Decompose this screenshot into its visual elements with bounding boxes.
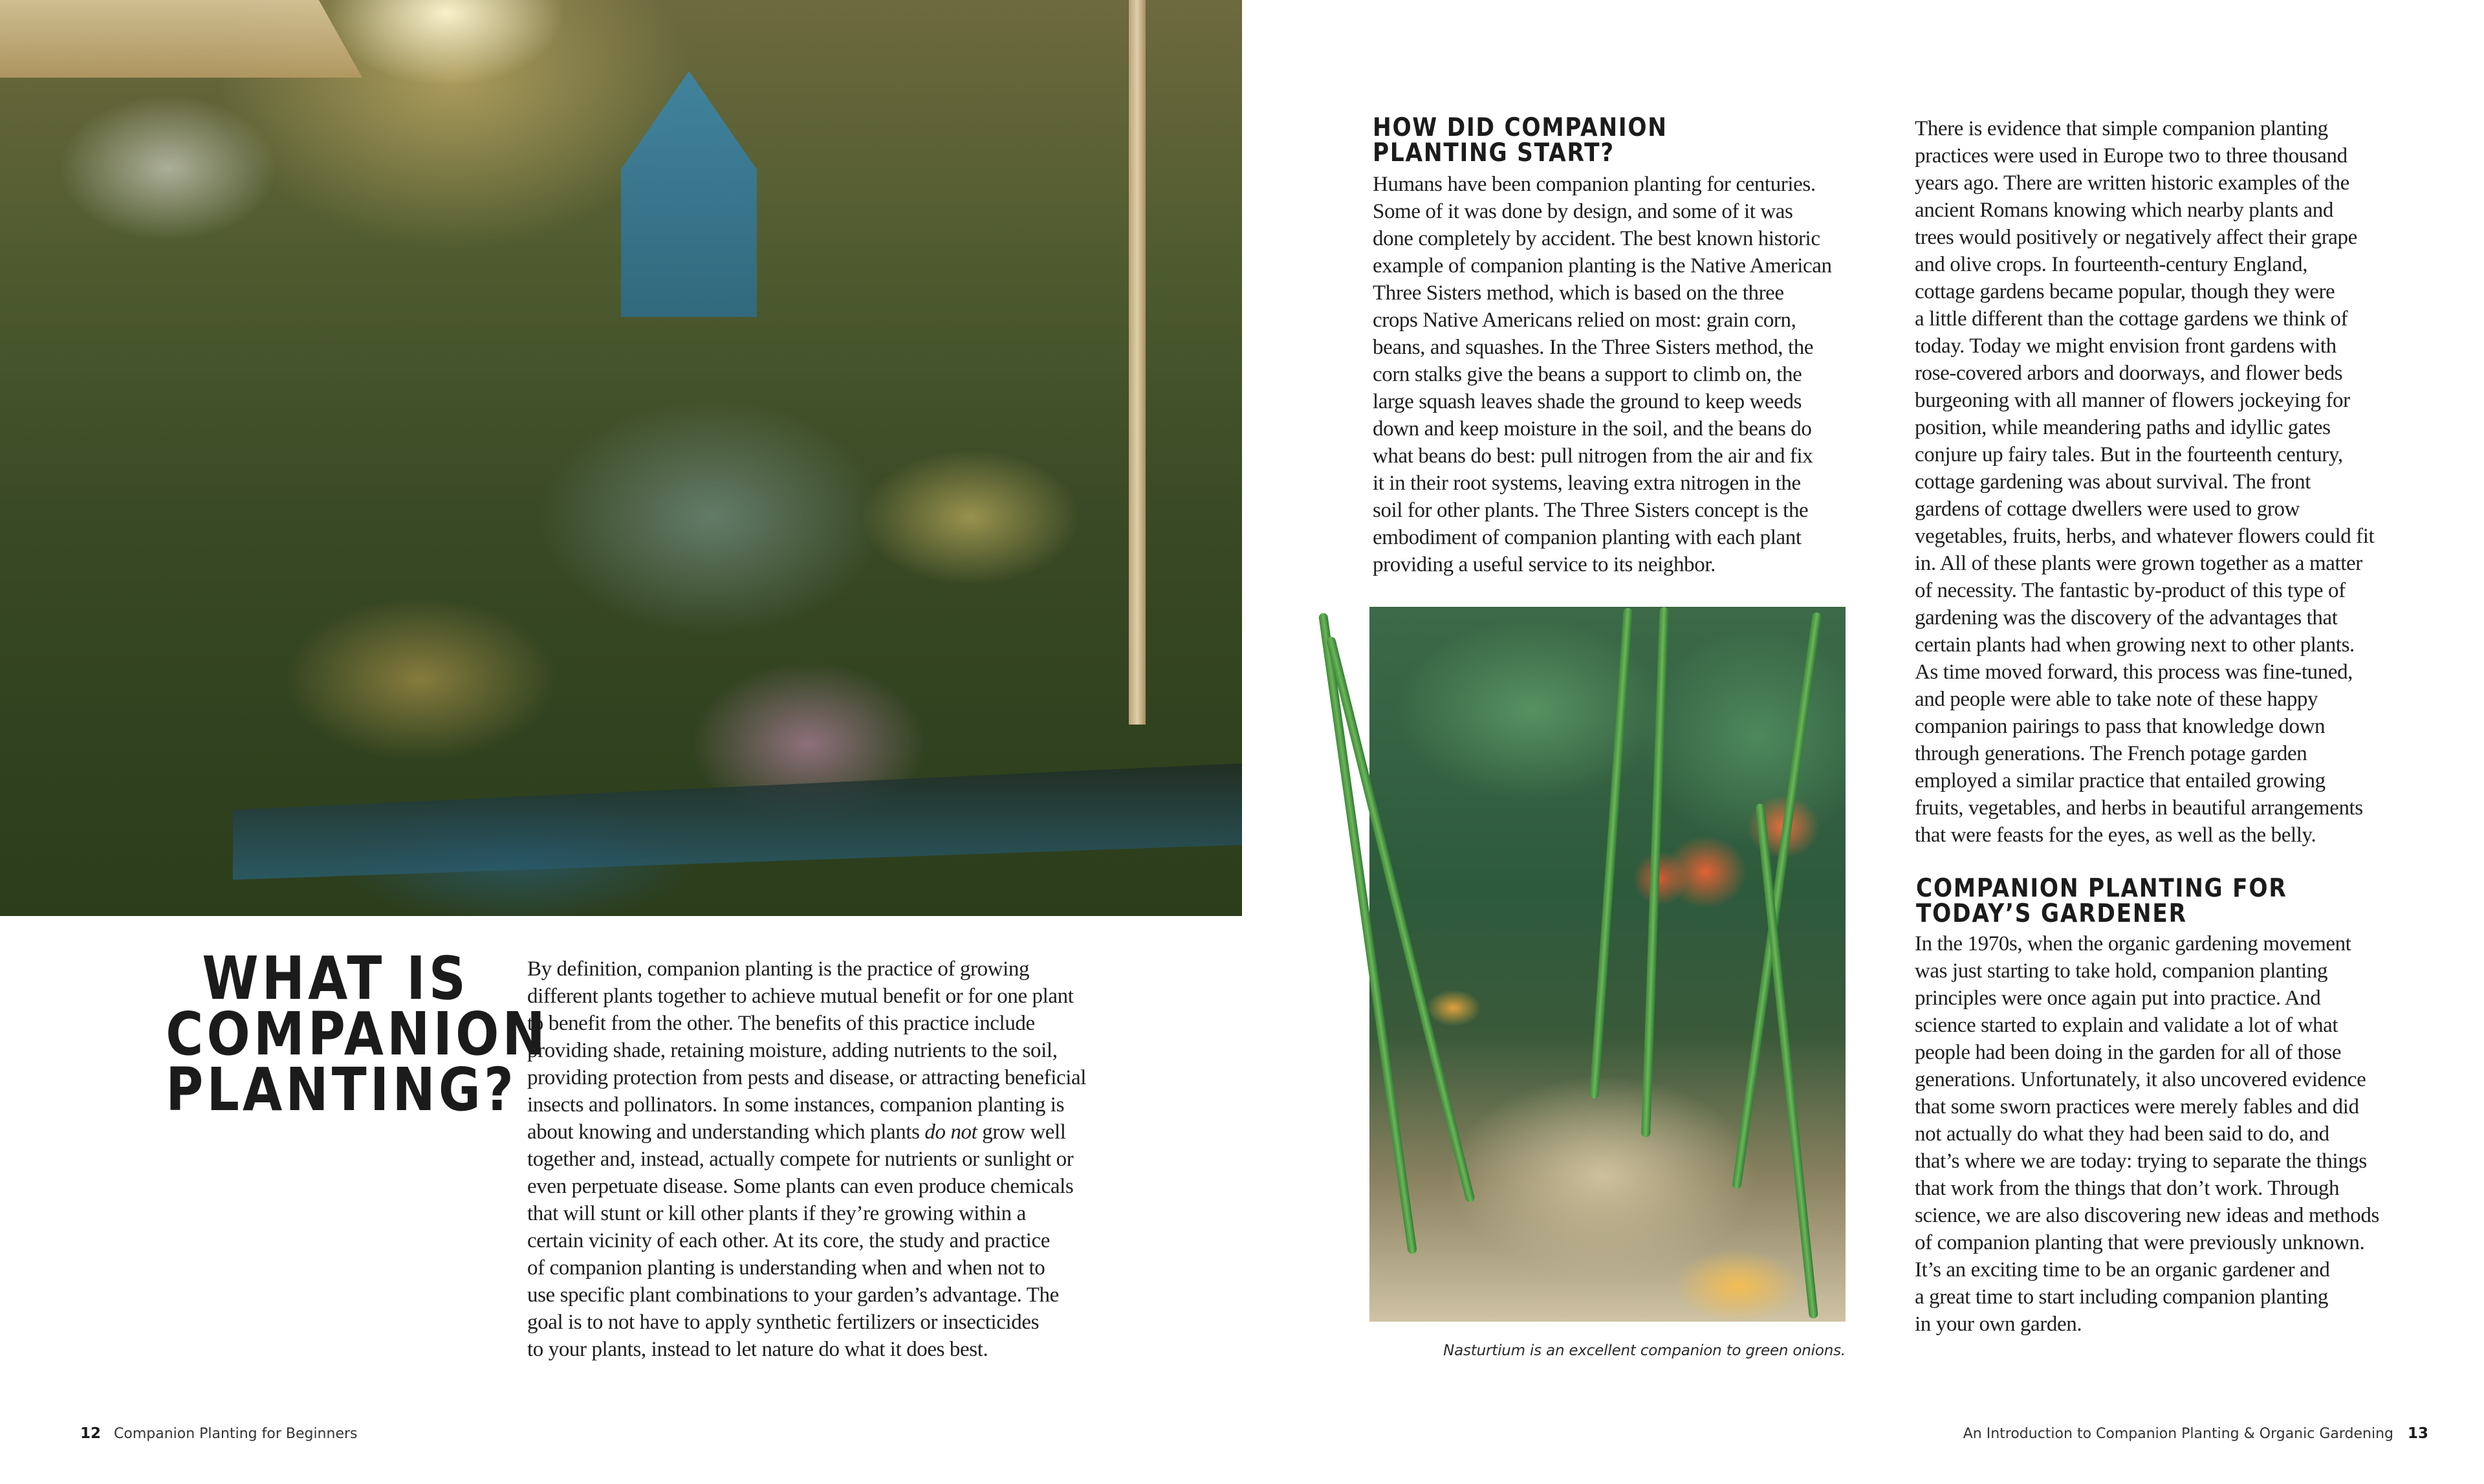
text-line: and olive crops. In fourteenth-century England, bbox=[1915, 253, 2308, 276]
heading-line: HOW DID COMPANION bbox=[1373, 113, 1668, 142]
text-line: that some sworn practices were merely fables and did bbox=[1915, 1095, 2359, 1118]
page-number: 13 bbox=[2407, 1425, 2428, 1442]
text-line: today. Today we might envision front gardens with bbox=[1915, 334, 2337, 358]
text-line: even perpetuate disease. Some plants can even produce chemicals bbox=[527, 1175, 1074, 1198]
text-line: trees would positively or negatively affect their grape bbox=[1915, 226, 2357, 249]
footer-left bbox=[80, 1425, 358, 1442]
text-line: science, we are also discovering new ideas and methods bbox=[1915, 1204, 2379, 1227]
text-line: science started to explain and validate a lot of what bbox=[1915, 1014, 2338, 1037]
onion-blade-shape bbox=[1641, 607, 1669, 1137]
intro-paragraph bbox=[527, 955, 1116, 1363]
text-line: together and, instead, actually compete for nutrients or sunlight or bbox=[527, 1148, 1074, 1171]
text-line: providing protection from pests and disease, or attracting beneficial bbox=[527, 1066, 1087, 1089]
thatched-hut-shape bbox=[0, 0, 362, 78]
text-line: vegetables, fruits, herbs, and whatever flowers could fit bbox=[1915, 525, 2375, 548]
history-paragraph bbox=[1373, 171, 1864, 578]
blue-birdhouse-shape bbox=[621, 71, 757, 317]
text-line: employed a similar practice that entailed growing bbox=[1915, 769, 2326, 792]
text-line: conjure up fairy tales. But in the fourteenth century, bbox=[1915, 443, 2343, 466]
text-line: There is evidence that simple companion planting bbox=[1915, 117, 2328, 140]
text-line: corn stalks give the beans a support to climb on, the bbox=[1373, 363, 1802, 386]
text-line: to benefit from the other. The benefits of this practice include bbox=[527, 1012, 1035, 1035]
chapter-title-line: WHAT IS bbox=[202, 944, 469, 1013]
text-line: different plants together to achieve mutual benefit or for one plant bbox=[527, 985, 1074, 1008]
text-line: generations. Unfortunately, it also uncovered evidence bbox=[1915, 1068, 2366, 1091]
modern-gardener-paragraph bbox=[1915, 930, 2406, 1338]
italic-emphasis: do not bbox=[924, 1120, 977, 1144]
text-line: years ago. There are written historic examples of the bbox=[1915, 171, 2349, 195]
text-line: was just starting to take hold, companion planting bbox=[1915, 959, 2328, 983]
text-line: what beans do best: pull nitrogen from the air and fix bbox=[1373, 444, 1813, 468]
text-line: that will stunt or kill other plants if they’re growing within a bbox=[527, 1202, 1026, 1225]
nasturtium-photo bbox=[1369, 607, 1846, 1322]
text-line: gardens of cottage dwellers were used to grow bbox=[1915, 497, 2300, 521]
text-line: beans, and squashes. In the Three Sisters method, the bbox=[1373, 336, 1814, 359]
garden-photo bbox=[0, 0, 1242, 916]
footer-right bbox=[1963, 1425, 2428, 1442]
text-line: a little different than the cottage gardens we think of bbox=[1915, 307, 2348, 331]
heading-line: COMPANION PLANTING FOR bbox=[1916, 874, 2287, 903]
text-line: burgeoning with all manner of flowers jockeying for bbox=[1915, 389, 2350, 412]
text-line: and people were able to take note of these happy bbox=[1915, 688, 2318, 711]
onion-blade-shape bbox=[1755, 803, 1818, 1319]
text-line: that were feasts for the eyes, as well as the belly. bbox=[1915, 824, 2316, 847]
text-line: not actually do what they had been said to do, and bbox=[1915, 1122, 2329, 1146]
text-line: certain vicinity of each other. At its core, the study and practice bbox=[527, 1229, 1050, 1252]
text-line: position, while meandering paths and idyllic gates bbox=[1915, 416, 2331, 439]
text-line: crops Native Americans relied on most: grain corn, bbox=[1373, 309, 1796, 332]
photo-caption: Nasturtium is an excellent companion to green onions. bbox=[1443, 1342, 1846, 1359]
text-line: Three Sisters method, which is based on the three bbox=[1373, 281, 1784, 305]
text-line: in. All of these plants were grown together as a matter bbox=[1915, 552, 2362, 575]
text-line: By definition, companion planting is the practice of growing bbox=[527, 957, 1030, 981]
text-line: of companion planting is understanding when and when not to bbox=[527, 1256, 1045, 1280]
text-line: companion pairings to pass that knowledge down bbox=[1915, 715, 2326, 738]
running-head: An Introduction to Companion Planting & Organic Gardening bbox=[1963, 1426, 2393, 1442]
text-line: Some of it was done by design, and some of it was bbox=[1373, 200, 1793, 223]
heading-line: TODAY’S GARDENER bbox=[1916, 899, 2187, 928]
onion-blade-shape bbox=[1589, 607, 1633, 1098]
text-line: use specific plant combinations to your garden’s advantage. The bbox=[527, 1283, 1059, 1307]
text-line: practices were used in Europe two to three thousand bbox=[1915, 144, 2348, 168]
text-line: it in their root systems, leaving extra nitrogen in the bbox=[1373, 472, 1801, 495]
text-line: Humans have been companion planting for centuries. bbox=[1373, 173, 1816, 196]
text-line: of necessity. The fantastic by-product of this type of bbox=[1915, 579, 2346, 602]
text-line: providing shade, retaining moisture, adding nutrients to the soil, bbox=[527, 1039, 1058, 1062]
text-line: fruits, vegetables, and herbs in beautiful arrangements bbox=[1915, 796, 2363, 820]
text-line: cottage gardens became popular, though they were bbox=[1915, 280, 2335, 303]
text-line: large squash leaves shade the ground to keep weeds bbox=[1373, 390, 1802, 413]
heading-line: PLANTING START? bbox=[1373, 138, 1615, 168]
section-heading-how-did-it-start bbox=[1373, 115, 1805, 166]
text-fragment: about knowing and understanding which plants bbox=[527, 1120, 925, 1144]
text-line: It’s an exciting time to be an organic gardener and bbox=[1915, 1258, 2330, 1282]
text-line: cottage gardening was about survival. The front bbox=[1915, 470, 2311, 494]
onion-blade-shape bbox=[1732, 612, 1822, 1190]
text-line: example of companion planting is the Native American bbox=[1373, 254, 1832, 278]
running-head: Companion Planting for Beginners bbox=[114, 1426, 358, 1442]
text-line: insects and pollinators. In some instances, companion planting is bbox=[527, 1093, 1065, 1117]
text-line: In the 1970s, when the organic gardening movement bbox=[1915, 932, 2351, 955]
chapter-title-line: COMPANION bbox=[166, 999, 549, 1069]
text-line: to your plants, instead to let nature do what it does best. bbox=[527, 1338, 988, 1361]
text-line: a great time to start including companion planting bbox=[1915, 1285, 2328, 1309]
text-line: down and keep moisture in the soil, and the beans do bbox=[1373, 417, 1812, 441]
text-line: people had been doing in the garden for all of those bbox=[1915, 1041, 2342, 1064]
text-line: that’s where we are today: trying to separate the things bbox=[1915, 1150, 2367, 1173]
raised-bed-shape bbox=[233, 763, 1242, 880]
text-line: soil for other plants. The Three Sisters concept is the bbox=[1373, 499, 1809, 522]
text-line: providing a useful service to its neighbor. bbox=[1373, 553, 1716, 576]
text-line: gardening was the discovery of the advantages that bbox=[1915, 606, 2338, 629]
wooden-pole-shape bbox=[1129, 0, 1146, 725]
text-line: that work from the things that don’t work. Through bbox=[1915, 1177, 2340, 1200]
text-line: done completely by accident. The best known historic bbox=[1373, 227, 1820, 250]
text-line: of companion planting that were previously unknown. bbox=[1915, 1231, 2365, 1254]
text-fragment: grow well bbox=[977, 1120, 1066, 1144]
text-line: principles were once again put into practice. And bbox=[1915, 987, 2321, 1010]
history-paragraph-continued bbox=[1915, 115, 2406, 849]
text-line: ancient Romans knowing which nearby plants and bbox=[1915, 199, 2333, 222]
text-line: goal is to not have to apply synthetic fertilizers or insecticides bbox=[527, 1311, 1040, 1334]
text-line: through generations. The French potage garden bbox=[1915, 742, 2307, 765]
text-line: certain plants had when growing next to other plants. bbox=[1915, 633, 2355, 657]
onion-blade-shape bbox=[1325, 636, 1475, 1203]
text-line: in your own garden. bbox=[1915, 1313, 2082, 1336]
text-line: embodiment of companion planting with each plant bbox=[1373, 526, 1802, 549]
section-heading-todays-gardener bbox=[1916, 876, 2349, 926]
page-number: 12 bbox=[80, 1425, 102, 1442]
text-line: As time moved forward, this process was fine-tuned, bbox=[1915, 660, 2353, 684]
chapter-title-line: PLANTING? bbox=[166, 1055, 518, 1124]
chapter-title bbox=[166, 944, 549, 1124]
text-line: rose-covered arbors and doorways, and flower beds bbox=[1915, 362, 2343, 385]
text-line bbox=[527, 1118, 1116, 1146]
